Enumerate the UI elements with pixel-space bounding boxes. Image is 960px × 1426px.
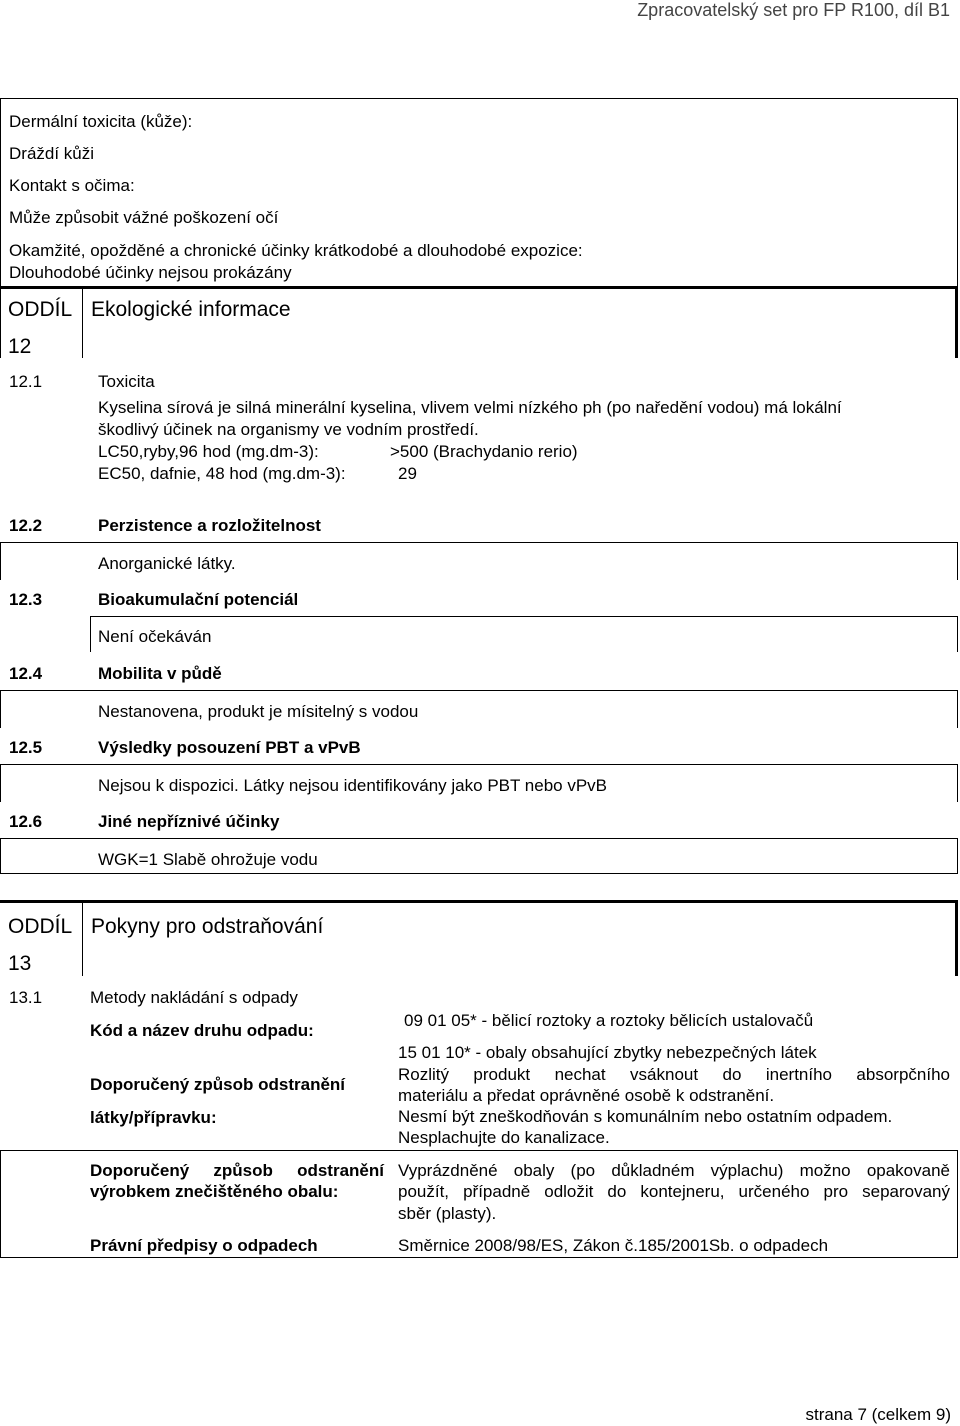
packaging-line3: sběr (plasty). <box>398 1204 497 1223</box>
s12-4-box-right <box>957 690 958 728</box>
waste-code-2: 15 01 10* - obaly obsahující zbytky nebezpečných látek <box>398 1043 817 1062</box>
s12-6-title: Jiné nepříznivé účinky <box>98 812 280 831</box>
s12-4-text: Nestanovena, produkt je mísitelný s vodou <box>98 702 419 721</box>
disposal-label-1: Doporučený způsob odstranění <box>90 1075 346 1094</box>
effects-label: Okamžité, opožděné a chronické účinky krátkodobé a dlouhodobé expozice: <box>9 241 583 260</box>
disposal-line1: Rozlitý produkt nechat vsáknout do inertního absorpčního <box>398 1065 950 1084</box>
s12-1-title: Toxicita <box>98 372 155 391</box>
waste-code-label: Kód a název druhu odpadu: <box>90 1021 314 1040</box>
section13-number: 13 <box>8 952 32 975</box>
section12-oddil: ODDÍL <box>8 298 73 321</box>
s12-5-box-right <box>957 764 958 802</box>
tox-box-left-border <box>0 98 1 358</box>
s12-6-box-left <box>0 838 1 874</box>
page-footer: strana 7 (celkem 9) <box>805 1405 951 1424</box>
packaging-line1: Vyprázdněné obaly (po důkladném výplachu) možno opakovaně <box>398 1161 950 1180</box>
tox-box-top-border <box>0 98 958 99</box>
s12-4-num: 12.4 <box>9 664 43 683</box>
s12-6-box-bottom <box>0 873 958 874</box>
legal-label: Právní předpisy o odpadech <box>90 1236 318 1255</box>
s12-3-num: 12.3 <box>9 590 43 609</box>
dermal-value: Dráždí kůži <box>9 144 95 163</box>
s12-1-ec-value: 29 <box>398 464 417 483</box>
s13-table-bottom <box>0 1257 958 1258</box>
section13-right-border <box>955 900 958 976</box>
s12-1-line1: Kyselina sírová je silná minerální kyselina, vlivem velmi nízkého ph (po naředění vodou) má lokální <box>98 398 842 417</box>
s13-table-left <box>0 1150 1 1258</box>
s12-6-num: 12.6 <box>9 812 43 831</box>
s13-table-right <box>957 1150 958 1258</box>
s12-3-box-right <box>957 616 958 652</box>
s12-2-box-left <box>0 542 1 580</box>
section13-divider <box>82 900 83 976</box>
s12-3-title: Bioakumulační potenciál <box>98 590 299 609</box>
section12-top-border <box>0 286 958 289</box>
packaging-label-2: výrobkem znečištěného obalu: <box>90 1182 339 1201</box>
s12-6-text: WGK=1 Slabě ohrožuje vodu <box>98 850 318 869</box>
s12-3-box-left <box>90 616 91 652</box>
s12-5-box-left <box>0 764 1 802</box>
s12-2-box-right <box>957 542 958 580</box>
section13-title: Pokyny pro odstraňování <box>91 915 324 938</box>
s12-2-box-top <box>0 542 958 543</box>
s13-table-top <box>0 1150 958 1151</box>
s13-1-num: 13.1 <box>9 988 43 1007</box>
s12-2-text: Anorganické látky. <box>98 554 236 573</box>
section12-right-border <box>955 286 958 358</box>
tox-box-right-border <box>957 98 958 288</box>
section12-title: Ekologické informace <box>91 298 291 321</box>
legal-value: Směrnice 2008/98/ES, Zákon č.185/2001Sb. o odpadech <box>398 1236 829 1255</box>
s12-1-num: 12.1 <box>9 372 43 391</box>
s12-5-box-top <box>0 764 958 765</box>
s12-5-num: 12.5 <box>9 738 43 757</box>
section13-top-border <box>0 900 958 903</box>
s12-5-title: Výsledky posouzení PBT a vPvB <box>98 738 361 757</box>
s12-4-title: Mobilita v půdě <box>98 664 222 683</box>
disposal-line2: materiálu a předat oprávněné osobě k odstranění. <box>398 1086 775 1105</box>
eye-label: Kontakt s očima: <box>9 176 135 195</box>
effects-value: Dlouhodobé účinky nejsou prokázány <box>9 263 292 282</box>
s12-1-lc-value: >500 (Brachydanio rerio) <box>390 442 578 461</box>
eye-value: Může způsobit vážné poškození očí <box>9 208 279 227</box>
s12-2-num: 12.2 <box>9 516 43 535</box>
s12-1-line2: škodlivý účinek na organismy ve vodním prostředí. <box>98 420 479 439</box>
s12-4-box-left <box>0 690 1 728</box>
s12-6-box-right <box>957 838 958 874</box>
s12-2-title: Perzistence a rozložitelnost <box>98 516 321 535</box>
disposal-line4: Nesplachujte do kanalizace. <box>398 1128 610 1147</box>
page-header: Zpracovatelský set pro FP R100, díl B1 <box>637 0 950 20</box>
disposal-line3: Nesmí být zneškodňován s komunálním nebo ostatním odpadem. <box>398 1107 893 1126</box>
s12-5-text: Nejsou k dispozici. Látky nejsou identifikovány jako PBT nebo vPvB <box>98 776 608 795</box>
packaging-line2: použít, případně odložit do kontejneru, určeného pro separovaný <box>398 1182 950 1201</box>
s12-3-text: Není očekáván <box>98 627 212 646</box>
section12-number: 12 <box>8 335 32 358</box>
waste-code-1: 09 01 05* - bělicí roztoky a roztoky bělicích ustalovačů <box>404 1011 814 1030</box>
section13-oddil: ODDÍL <box>8 915 73 938</box>
s12-4-box-top <box>0 690 958 691</box>
disposal-label-2: látky/přípravku: <box>90 1108 217 1127</box>
dermal-label: Dermální toxicita (kůže): <box>9 112 193 131</box>
s12-1-ec-label: EC50, dafnie, 48 hod (mg.dm-3): <box>98 464 346 483</box>
section12-divider <box>82 286 83 358</box>
s12-1-lc-label: LC50,ryby,96 hod (mg.dm-3): <box>98 442 319 461</box>
packaging-label-1: Doporučený způsob odstranění <box>90 1161 384 1180</box>
s12-6-box-top <box>0 838 958 839</box>
s12-3-box-top <box>90 616 958 617</box>
s13-1-title: Metody nakládání s odpady <box>90 988 298 1007</box>
